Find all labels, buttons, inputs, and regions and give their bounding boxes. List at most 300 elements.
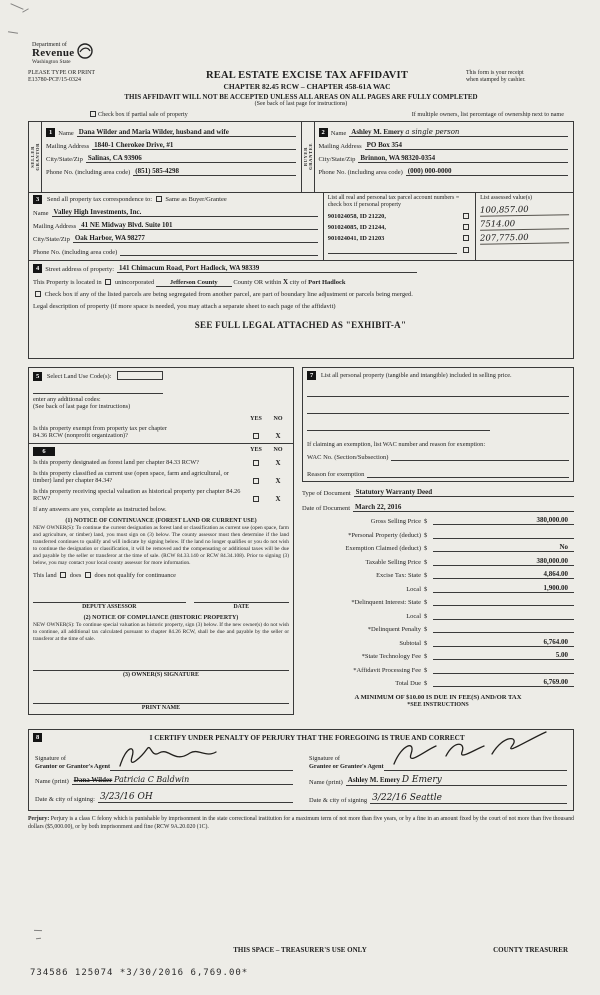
seller-name-field xyxy=(77,128,296,137)
same-as-buyer-checkbox xyxy=(156,196,162,202)
scan-mark xyxy=(10,3,23,10)
same-as-buyer-label: Same as Buyer/Grantee xyxy=(165,195,227,203)
tax-row-excise-local xyxy=(302,584,574,593)
receipt-note-line2: when stamped by cashier. xyxy=(466,76,526,83)
seller-side-label xyxy=(29,122,42,192)
seller-fields xyxy=(42,122,301,192)
tax-row-excise-state xyxy=(302,570,574,579)
deputy-assessor-block xyxy=(33,593,186,610)
partial-sale-row xyxy=(28,111,574,118)
parcel-number-1: 901024058, ID 21220, xyxy=(327,212,386,220)
dollar-sign: $ xyxy=(424,545,428,553)
grantor-date-label: Date & city of signing: xyxy=(35,796,95,804)
section-8 xyxy=(28,729,574,811)
corr-phone-label: Phone No. (including area code) xyxy=(33,248,118,256)
parcel-3-personal-checkbox xyxy=(463,235,469,241)
tax-row-processing-fee xyxy=(302,665,574,674)
location-row xyxy=(33,278,568,286)
assessed-values-column xyxy=(475,193,573,260)
street-address-field xyxy=(117,264,417,273)
perjury-label: Perjury: xyxy=(28,816,50,823)
grantee-sig-label-1: Signature of xyxy=(309,755,340,763)
dollar-sign: $ xyxy=(424,626,428,634)
personal-property-blank-2 xyxy=(307,406,569,414)
receipt-note-line1: This form is your receipt xyxy=(466,69,524,76)
county-value: Jefferson County xyxy=(156,279,232,287)
grantor-name-handwriting: Patricia C Baldwin xyxy=(113,775,190,785)
grantor-name-row xyxy=(35,775,293,785)
tax-value: 4,864.00 xyxy=(433,570,574,579)
corr-city-value: Oak Harbor, WA 98277 xyxy=(74,233,145,242)
legal-description-label: Legal description of property (if more space is needed, you may attach a separate sheet to each page of the affidavit) xyxy=(33,302,336,310)
does-label: does xyxy=(69,571,82,579)
forest-no-x: X xyxy=(275,458,281,467)
dor-seal-icon xyxy=(77,43,93,64)
grantee-signature-area xyxy=(384,747,567,771)
grantor-date-field xyxy=(98,792,293,803)
corr-name-field xyxy=(52,208,318,217)
buyer-name-label: Name xyxy=(330,129,347,137)
parcel-number-3: 901024041, ID 21203 xyxy=(327,234,385,242)
land-use-row xyxy=(33,371,289,381)
corr-address-label: Mailing Address xyxy=(33,222,77,230)
notice-2-title: (2) NOTICE OF COMPLIANCE (HISTORIC PROPERTY) xyxy=(83,614,239,621)
section-1-badge: 1 xyxy=(46,128,55,137)
doc-date-row xyxy=(302,503,574,512)
deputy-assessor-line xyxy=(33,593,186,603)
historic-yes-cell xyxy=(245,496,267,503)
parcel-header: List all real and personal tax parcel account numbers = check box if personal property xyxy=(327,194,460,208)
warning-line: THIS AFFIDAVIT WILL NOT BE ACCEPTED UNLESS ALL AREAS ON ALL PAGES ARE FULLY COMPLETED xyxy=(124,92,478,101)
seller-address-value: 1840-1 Cherokee Drive, #1 xyxy=(94,140,174,149)
exempt-q-line2: 84.36 RCW (nonprofit organization)? xyxy=(33,432,128,440)
revenue-label: Revenue xyxy=(32,47,75,60)
owners-signature-line xyxy=(33,657,289,671)
corr-city-field xyxy=(73,234,318,243)
seller-name-row xyxy=(46,128,296,137)
grantee-name-print-label: Name (print) xyxy=(309,779,343,787)
corr-phone-field xyxy=(120,247,317,256)
current-use-no-x: X xyxy=(275,476,281,485)
partial-sale-option xyxy=(88,111,188,118)
notice-2-body: NEW OWNER(S): To continue special valuation as historic property, sign (3) below. If the new owner(s) do not wish to continue, all additional tax calculated pursuant to chapter 84.26 RCW, shall be due and payable by the seller or transferor at the time of sale. xyxy=(33,621,289,643)
land-qualify-row xyxy=(33,572,289,579)
dollar-sign: $ xyxy=(424,666,428,674)
unincorporated-checkbox xyxy=(105,279,111,285)
buyer-city-field xyxy=(358,154,568,163)
scan-mark xyxy=(8,31,18,33)
tax-value: 380,000.00 xyxy=(433,557,574,566)
parcel-row xyxy=(328,235,471,242)
corr-address-row xyxy=(33,221,318,230)
located-in-label: This Property is located in xyxy=(33,278,102,286)
doc-date-field xyxy=(353,503,574,512)
parcel-row xyxy=(328,213,471,220)
corr-name-label: Name xyxy=(33,209,49,217)
section-4-badge: 4 xyxy=(33,264,42,273)
grantor-sig-label-1: Signature of xyxy=(35,755,66,763)
grantor-sig-row xyxy=(35,745,293,771)
grantor-signature-area xyxy=(110,747,293,771)
left-column xyxy=(28,367,294,715)
buyer-name-value: Ashley M. Emery xyxy=(351,127,404,136)
tax-row-taxable xyxy=(302,557,574,566)
parcel-1-personal-checkbox xyxy=(463,213,469,219)
tax-label: *Affidavit Processing Fee xyxy=(353,666,421,674)
reason-label: Reason for exemption xyxy=(307,470,365,478)
assessed-header: List assessed value(s) xyxy=(480,194,533,201)
tax-label: *Delinquent Penalty xyxy=(367,626,421,634)
parcel-2-personal-checkbox xyxy=(463,224,469,230)
if-yes-note: If any answers are yes, complete as instructed below. xyxy=(33,505,167,513)
section-3 xyxy=(28,193,574,261)
date-line xyxy=(194,593,289,603)
s6-yes-no-header xyxy=(33,447,289,456)
doc-date-label: Date of Document xyxy=(302,504,351,512)
perjury-text: Perjury is a class C felony which is punishable by imprisonment in the state correctional institution for a maximum term of not more than five years, or by a fine in an amount fixed by the court of not more than five thousand dollars ($5,000.00), or by both imprisonment and fine (RCW 9A.20.020 (1C). xyxy=(28,816,574,830)
see-back-note: (See back of last page for instructions) xyxy=(254,100,348,107)
grantee-sig-row xyxy=(309,745,567,771)
form-code: E13780-PCF/15-0324 xyxy=(28,77,82,84)
scan-mark xyxy=(34,930,42,931)
perjury-paragraph xyxy=(28,816,574,831)
seller-address-field xyxy=(92,141,295,150)
current-use-question-text: Is this property classified as current use (open space, farm and agricultural, or timber) land per chapter 84.34? xyxy=(33,469,229,485)
wac-row xyxy=(307,452,569,461)
header-middle xyxy=(148,70,466,91)
buyer-phone-row xyxy=(319,167,569,176)
tax-row-subtotal xyxy=(302,638,574,647)
tax-label: Subtotal xyxy=(399,639,421,647)
s5-no-header: NO xyxy=(273,415,283,422)
partial-sale-checkbox xyxy=(90,111,96,117)
tax-row-personal xyxy=(302,530,574,539)
grantee-signature-scribble xyxy=(388,730,548,774)
signature-columns xyxy=(29,745,573,810)
seller-city-value: Salinas, CA 93906 xyxy=(87,153,142,162)
exemption-intro: If claiming an exemption, list WAC number and reason for exemption: xyxy=(307,440,486,448)
unincorporated-label: unincorporated xyxy=(114,278,155,286)
dollar-sign: $ xyxy=(424,599,428,607)
forest-land-question-text: Is this property designated as forest land per chapter 84.33 RCW? xyxy=(33,459,199,467)
owners-signature-label: (3) OWNER(S) SIGNATURE xyxy=(123,672,199,679)
tax-value xyxy=(433,611,574,620)
section-8-badge: 8 xyxy=(33,733,42,742)
historic-no-x: X xyxy=(275,494,281,503)
county-treasurer-label: COUNTY TREASURER xyxy=(493,946,568,954)
scan-mark xyxy=(36,938,41,940)
see-instructions-note: *SEE INSTRUCTIONS xyxy=(407,702,469,709)
tax-value xyxy=(433,597,574,606)
land-use-label: Select Land Use Code(s): xyxy=(46,372,112,380)
treasurer-space-label: THIS SPACE – TREASURER'S USE ONLY xyxy=(233,946,367,954)
segregated-label: Check box if any of the listed parcels are being segregated from another parcel, are part of boundary line adjustment or parcels being merged. xyxy=(44,290,413,298)
header-left xyxy=(28,70,148,86)
washington-state-label: Washington State xyxy=(32,58,71,65)
corr-name-row xyxy=(33,208,318,217)
dollar-sign: $ xyxy=(424,572,428,580)
buyer-phone-label: Phone No. (including area code) xyxy=(318,168,403,176)
grantee-name-row xyxy=(309,775,567,786)
tax-value xyxy=(433,665,574,674)
forest-yes-checkbox xyxy=(253,460,259,466)
seller-side-bottom: GRANTOR xyxy=(35,142,40,171)
minimum-fee-note: A MINIMUM OF $10.00 IS DUE IN FEE(S) AND/OR TAX xyxy=(354,694,522,702)
header-row xyxy=(28,70,574,91)
multiple-owners-note: If multiple owners, list percentage of ownership next to name xyxy=(411,110,564,118)
buyer-city-row xyxy=(319,154,569,163)
grantor-sig-label xyxy=(35,755,110,771)
city-of-label: city of xyxy=(289,278,307,286)
personal-property-row xyxy=(307,371,569,380)
exempt-no-x: X xyxy=(275,431,281,440)
dollar-sign: $ xyxy=(424,680,428,688)
does-not-label: does not qualify for continuance xyxy=(94,571,176,579)
seller-city-label: City/State/Zip xyxy=(46,155,83,163)
dollar-sign: $ xyxy=(424,612,428,620)
exhibit-a-line: SEE FULL LEGAL ATTACHED AS "EXHIBIT-A" xyxy=(194,319,407,330)
grantor-sig-label-2: Grantor or Grantor's Agent xyxy=(35,763,111,771)
corr-address-field xyxy=(79,221,318,230)
tax-value: No xyxy=(433,543,574,552)
seller-phone-field xyxy=(133,167,295,176)
buyer-address-field xyxy=(365,141,568,150)
street-address-row xyxy=(33,264,568,273)
land-use-code-box xyxy=(117,371,163,380)
forest-yes-cell xyxy=(245,460,267,467)
street-address-value: 141 Chimacum Road, Port Hadlock, WA 98339 xyxy=(119,263,260,272)
buyer-address-row xyxy=(319,141,569,150)
seller-city-row xyxy=(46,154,296,163)
tax-label: Local xyxy=(406,585,421,593)
form-title: REAL ESTATE EXCISE TAX AFFIDAVIT xyxy=(205,69,409,81)
street-address-label: Street address of property: xyxy=(45,265,115,273)
exempt-question-row xyxy=(33,425,289,440)
buyer-phone-field xyxy=(406,167,568,176)
date-block xyxy=(194,593,289,610)
personal-property-blank-3 xyxy=(307,423,490,431)
section-7-badge: 7 xyxy=(307,371,316,380)
tax-value: 5.00 xyxy=(433,651,574,660)
certify-text: I CERTIFY UNDER PENALTY OF PERJURY THAT THE FOREGOING IS TRUE AND CORRECT xyxy=(149,733,465,742)
buyer-side-top: BUYER xyxy=(302,147,308,167)
seller-buyer-section xyxy=(28,121,574,193)
section-2-badge: 2 xyxy=(319,128,328,137)
reason-field xyxy=(367,469,569,478)
parcel-4-blank-line xyxy=(328,246,457,254)
assessed-value-2: 7514.00 xyxy=(480,218,569,231)
tax-label: *Delinquent Interest: State xyxy=(351,599,421,607)
buyer-address-value: PO Box 354 xyxy=(366,140,403,149)
doc-type-label: Type of Document xyxy=(302,489,351,497)
does-checkbox xyxy=(60,572,66,578)
wac-label: WAC No. (Section/Subsection) xyxy=(307,453,389,461)
tax-label: Taxable Selling Price xyxy=(365,558,421,566)
right-column xyxy=(302,367,574,709)
grantee-name-field xyxy=(346,775,567,786)
county-or-label: County OR within xyxy=(233,278,282,286)
seller-phone-label: Phone No. (including area code) xyxy=(46,168,131,176)
tax-row-gross xyxy=(302,516,574,525)
tax-row-exemption xyxy=(302,543,574,552)
s6-yes-header: YES xyxy=(250,446,262,453)
partial-sale-label: Check box if partial sale of property xyxy=(98,110,188,118)
dollar-sign: $ xyxy=(424,653,428,661)
buyer-half xyxy=(301,122,574,192)
corr-city-row xyxy=(33,234,318,243)
grantor-date-row xyxy=(35,792,293,803)
buyer-name-field xyxy=(349,128,568,137)
dollar-sign: $ xyxy=(424,531,428,539)
parcel-numbers-column xyxy=(323,193,475,260)
dollar-sign: $ xyxy=(424,518,428,526)
tax-row-tech-fee xyxy=(302,651,574,660)
s5-yes-no-header xyxy=(33,416,289,422)
buyer-address-label: Mailing Address xyxy=(318,142,362,150)
date-label: DATE xyxy=(233,603,250,610)
grantor-name-field xyxy=(72,775,293,785)
buyer-city-label: City/State/Zip xyxy=(318,155,356,163)
buyer-phone-value: (000) 000-0000 xyxy=(407,166,452,175)
does-not-checkbox xyxy=(85,572,91,578)
buyer-fields xyxy=(315,122,574,192)
please-type-label: PLEASE TYPE OR PRINT xyxy=(28,69,96,76)
grantee-date-field xyxy=(370,793,567,804)
s6-no-header: NO xyxy=(273,446,283,453)
historic-yes-checkbox xyxy=(253,496,259,502)
notice-1-body: NEW OWNER(S): To continue the current designation as forest land or classification as current use (open space, farm and agriculture, or timber) land, you must sign on (3) below. The county assessor must then determine if the land transferred continues to qualify and will indicate by signing below. If the land no longer qualifies or you do not wish to continue the designation or classification, it will be removed and the compensating or additional taxes will be due and payable by the seller or transferor at the time of sale. (RCW 84.33.140 or RCW 84.34.108). Prior to signing (3) below, you may contact your local county assessor for more information. xyxy=(33,524,289,566)
section-6-badge: 6 xyxy=(33,447,55,456)
send-correspondence-label: Send all property tax correspondence to: xyxy=(46,195,153,203)
section-5-see-back: (See back of last page for instructions) xyxy=(33,402,131,410)
dor-logo xyxy=(32,42,574,66)
assessed-value-3: 207,775.00 xyxy=(480,232,569,245)
tax-value xyxy=(433,530,574,539)
mid-columns xyxy=(28,367,574,715)
deputy-assessor-label: DEPUTY ASSESSOR xyxy=(82,603,137,610)
seller-address-label: Mailing Address xyxy=(46,142,90,150)
reason-row xyxy=(307,469,569,478)
buyer-side-bottom: GRANTEE xyxy=(307,143,313,171)
buyer-city-value: Brinnon, WA 98320-0354 xyxy=(360,153,436,162)
exempt-yes-checkbox xyxy=(253,433,259,439)
tax-value: 1,900.00 xyxy=(433,584,574,593)
tax-computation-table xyxy=(302,516,574,687)
section-3-left xyxy=(29,193,323,260)
tax-label: *Personal Property (deduct) xyxy=(348,531,421,539)
current-use-yes-checkbox xyxy=(253,478,259,484)
grantor-name-print-label: Name (print) xyxy=(35,778,69,786)
section-7 xyxy=(302,367,574,482)
seller-address-row xyxy=(46,141,296,150)
notice-1-title: (1) NOTICE OF CONTINUANCE (FOREST LAND OR CURRENT USE) xyxy=(65,517,257,524)
print-name-label: PRINT NAME xyxy=(141,705,181,712)
additional-codes-label: enter any additional codes: xyxy=(33,395,101,403)
tax-label: Gross Selling Price xyxy=(370,518,421,526)
section-6 xyxy=(28,444,294,715)
parcel-row xyxy=(328,224,471,231)
exempt-question-text xyxy=(33,425,245,440)
grantee-name-handwriting: D Emery xyxy=(401,775,442,786)
grantor-date-handwriting: 3/23/16 OH xyxy=(99,792,153,803)
seller-side-top: SELLER xyxy=(30,145,35,168)
doc-date-value: March 22, 2016 xyxy=(355,502,402,511)
dor-logo-text xyxy=(32,42,74,66)
current-use-yes-cell xyxy=(245,478,267,485)
additional-codes-line xyxy=(33,386,163,394)
tax-row-delinq-penalty xyxy=(302,624,574,633)
city-value: Port Hadlock xyxy=(308,278,346,286)
personal-property-label: List all personal property (tangible and intangible) included in selling price. xyxy=(320,371,512,379)
grantee-date-handwriting: 3/22/16 Seattle xyxy=(372,793,442,804)
grantee-sig-label xyxy=(309,755,384,771)
tax-label: Total Due xyxy=(395,680,421,688)
buyer-side-label xyxy=(302,122,315,192)
corr-phone-row xyxy=(33,247,318,256)
s5-yes-header: YES xyxy=(250,415,262,422)
this-land-label: This land xyxy=(33,571,57,579)
corr-name-value: Valley High Investments, Inc. xyxy=(53,207,142,216)
tax-row-delinq-int-state xyxy=(302,597,574,606)
section-4 xyxy=(28,261,574,359)
buyer-name-handwriting: a single person xyxy=(405,127,460,136)
dept-of-label: Department of xyxy=(32,42,67,48)
current-use-question xyxy=(33,470,289,485)
corr-city-label: City/State/Zip xyxy=(33,235,70,243)
assessed-value-1: 100,857.00 xyxy=(480,204,569,217)
grantor-signature-scribble xyxy=(114,740,234,774)
historic-question-text: Is this property receiving special valuation as historical property per chapter 84.26 RCW? xyxy=(33,487,241,503)
dollar-sign: $ xyxy=(424,639,428,647)
segregated-checkbox xyxy=(35,291,41,297)
grantee-date-label: Date & city of signing xyxy=(309,797,368,805)
doc-type-row xyxy=(302,488,574,497)
segregated-row xyxy=(33,291,568,298)
cashier-stamp: 734586 125074 *3/30/2016 6,769.00* xyxy=(30,968,249,978)
section-3-badge: 3 xyxy=(33,195,42,204)
seller-name-value: Dana Wilder and Maria Wilder, husband and wife xyxy=(78,127,229,136)
grantee-date-row xyxy=(309,793,567,804)
tax-value xyxy=(433,624,574,633)
seller-phone-row xyxy=(46,167,296,176)
doc-type-value: Statutory Warranty Deed xyxy=(355,487,433,496)
reet-affidavit-form xyxy=(28,42,574,831)
grantee-name-typed: Ashley M. Emery xyxy=(347,776,401,785)
buyer-name-row xyxy=(319,128,569,137)
section-5 xyxy=(28,367,294,444)
forest-land-question xyxy=(33,459,289,467)
seller-city-field xyxy=(86,154,296,163)
form-chapter: CHAPTER 82.45 RCW – CHAPTER 458-61A WAC xyxy=(223,81,391,91)
tax-value: 380,000.00 xyxy=(433,516,574,525)
dollar-sign: $ xyxy=(424,558,428,566)
seller-name-label: Name xyxy=(58,129,74,137)
print-name-line xyxy=(33,690,289,704)
tax-label: Local xyxy=(406,612,421,620)
grantee-signature-block xyxy=(301,745,567,804)
exempt-yes-cell xyxy=(245,433,267,440)
deputy-assessor-row xyxy=(33,593,289,610)
receipt-note xyxy=(466,70,574,84)
personal-property-blank-1 xyxy=(307,389,569,397)
tax-row-delinq-int-local xyxy=(302,611,574,620)
tax-label: *State Technology Fee xyxy=(361,653,421,661)
dollar-sign: $ xyxy=(424,585,428,593)
grantor-name-typed: Dana Wilder xyxy=(73,776,113,785)
seller-phone-value: (851) 585-4298 xyxy=(135,166,180,175)
wac-field xyxy=(391,452,569,461)
historic-question xyxy=(33,488,289,503)
